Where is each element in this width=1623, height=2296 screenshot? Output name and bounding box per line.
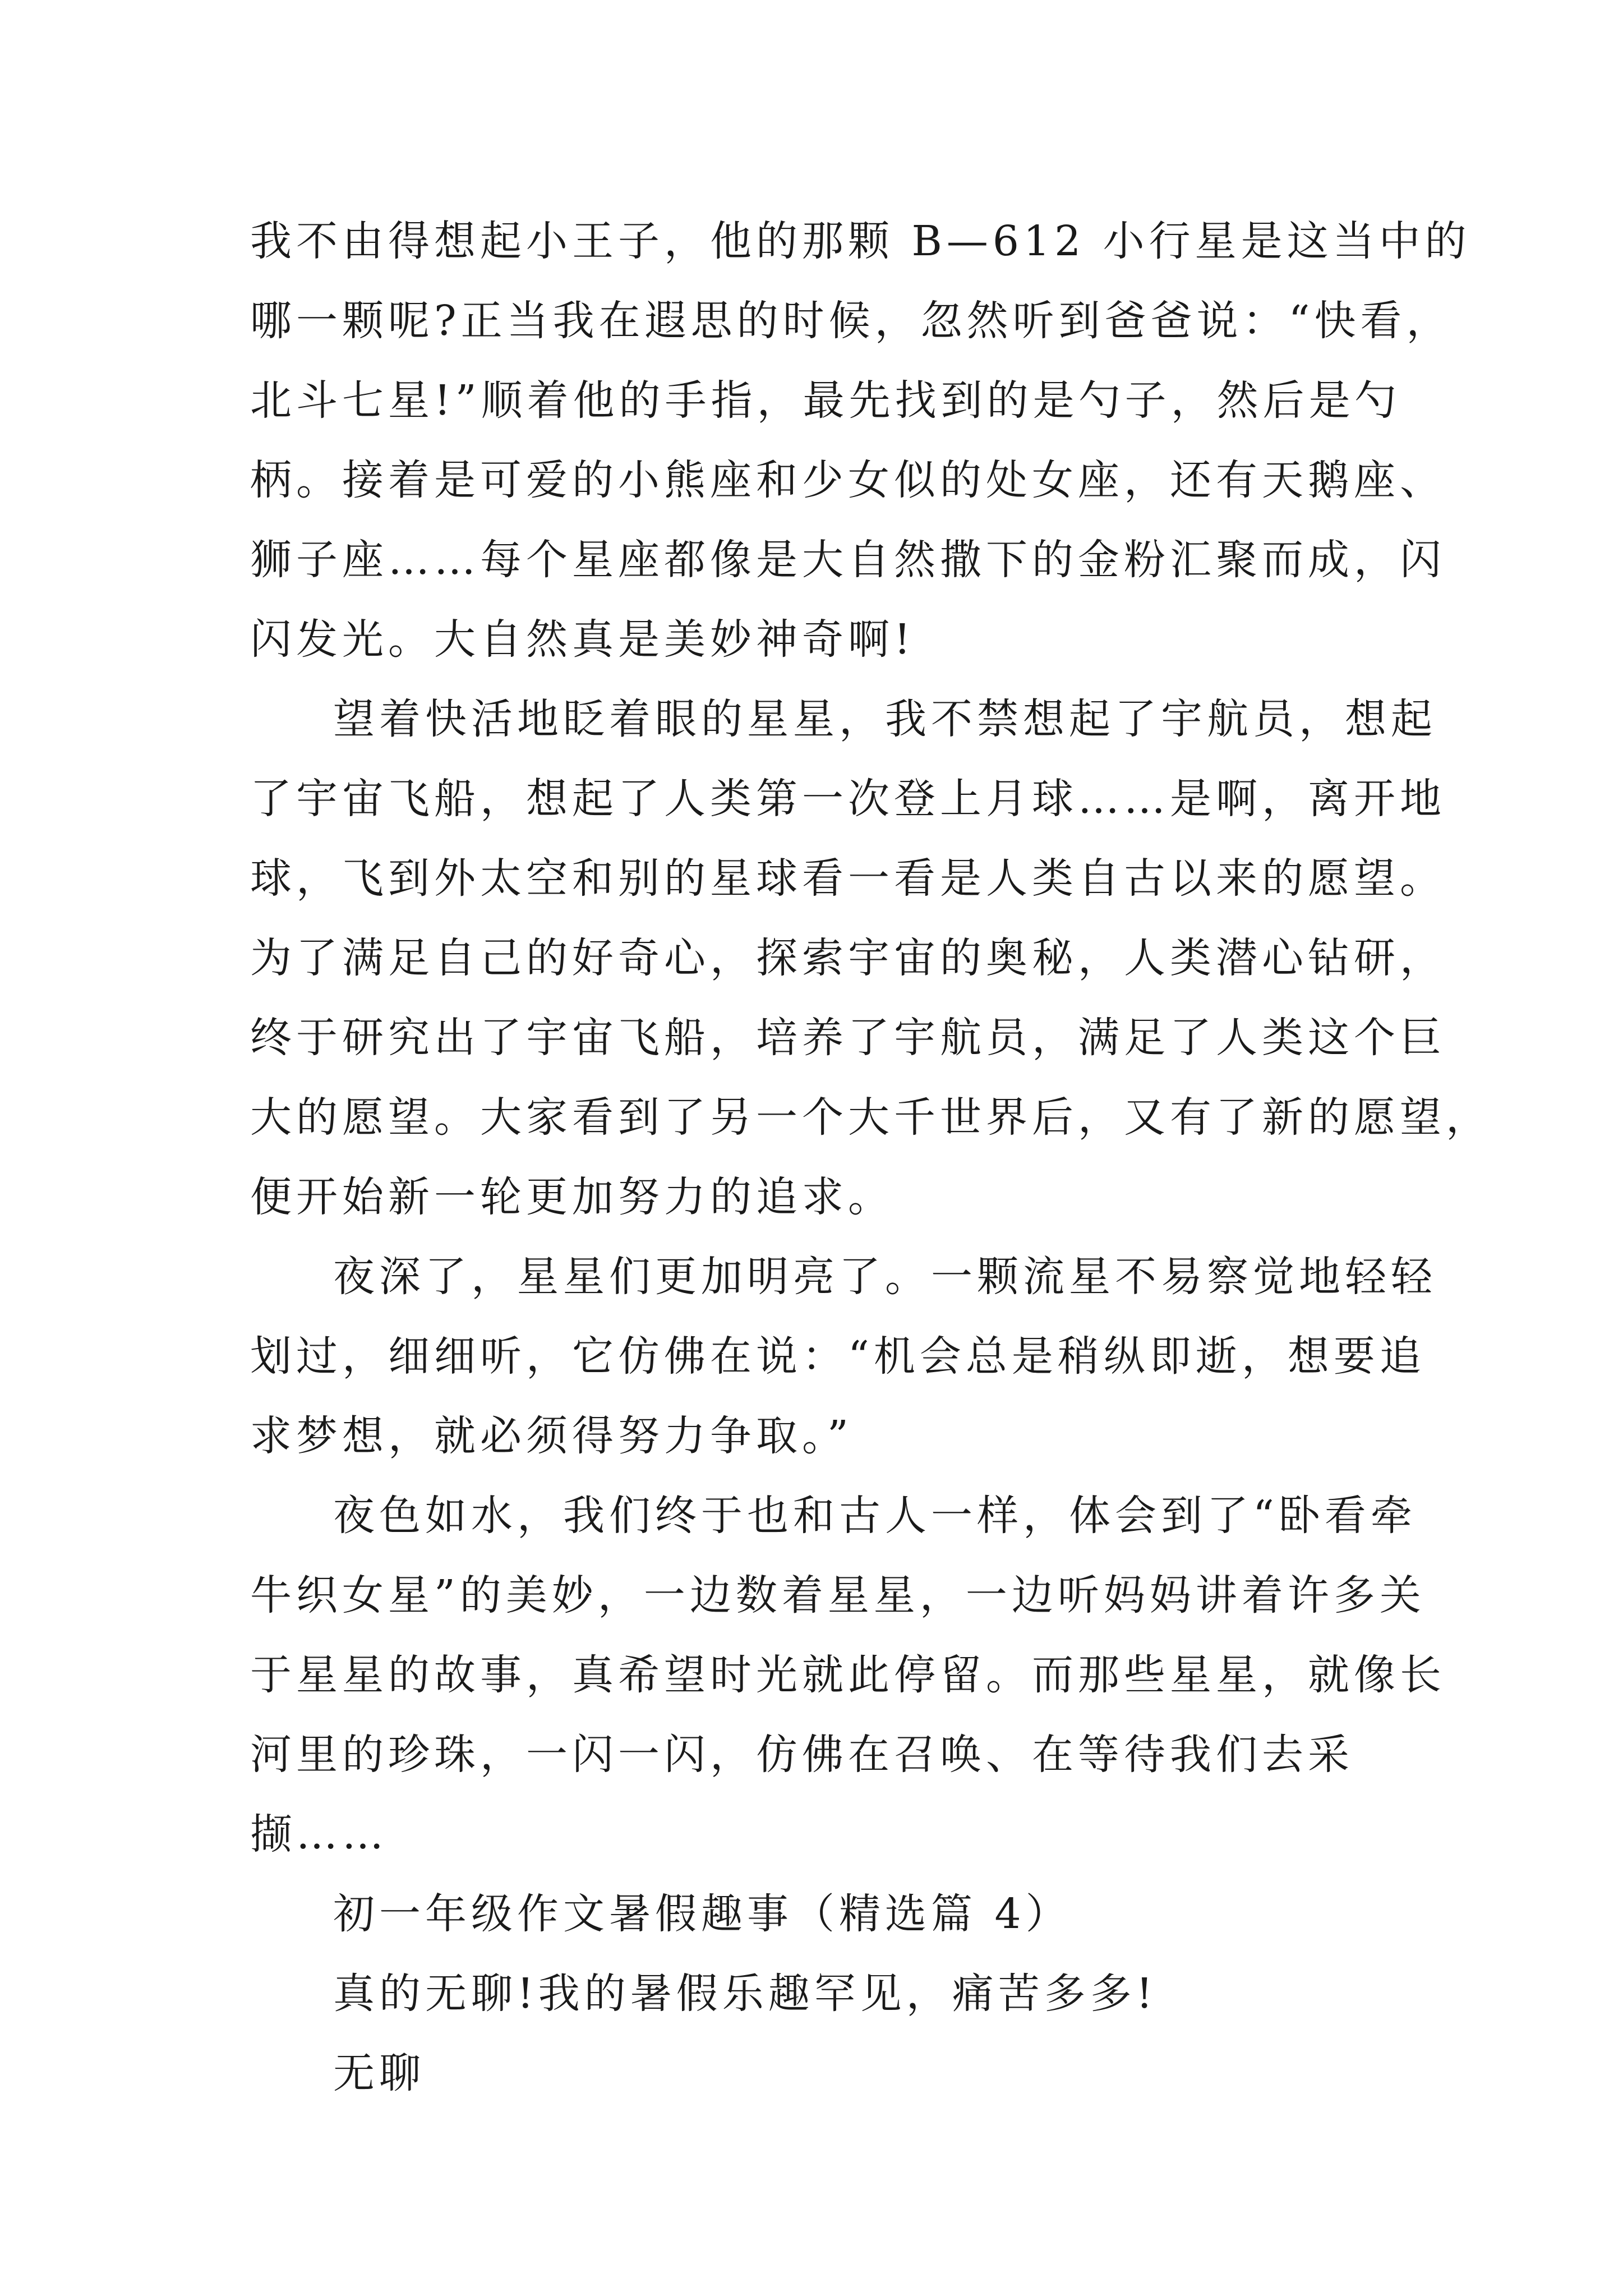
paragraph-1-line-5: 狮子座……每个星座都像是大自然撒下的金粉汇聚而成，闪 bbox=[250, 536, 1446, 584]
paragraph-1-line-1: 我不由得想起小王子，他的那颗 B—612 小行星是这当中的 bbox=[250, 217, 1471, 265]
paragraph-3-line-1: 夜深了，星星们更加明亮了。一颗流星不易察觉地轻轻 bbox=[333, 1253, 1437, 1301]
paragraph-1-line-3: 北斗七星!”顺着他的手指，最先找到的是勺子，然后是勺 bbox=[250, 376, 1401, 425]
paragraph-2-line-5: 终于研究出了宇宙飞船，培养了宇航员，满足了人类这个巨 bbox=[250, 1014, 1446, 1062]
paragraph-2-line-7: 便开始新一轮更加努力的追求。 bbox=[250, 1173, 894, 1221]
after-title-line-1: 真的无聊!我的暑假乐趣罕见，痛苦多多! bbox=[333, 1970, 1158, 2018]
paragraph-2-line-2: 了宇宙飞船，想起了人类第一次登上月球……是啊，离开地 bbox=[250, 775, 1446, 823]
paragraph-4-line-4: 河里的珍珠，一闪一闪，仿佛在召唤、在等待我们去采 bbox=[250, 1731, 1354, 1779]
paragraph-4-line-3: 于星星的故事，真希望时光就此停留。而那些星星，就像长 bbox=[250, 1651, 1446, 1699]
paragraph-3-line-2: 划过，细细听，它仿佛在说：“机会总是稍纵即逝，想要追 bbox=[250, 1332, 1426, 1381]
paragraph-2-line-1: 望着快活地眨着眼的星星，我不禁想起了宇航员，想起 bbox=[333, 695, 1437, 743]
paragraph-2-line-4: 为了满足自己的好奇心，探索宇宙的奥秘，人类潜心钻研， bbox=[250, 934, 1446, 982]
section-title: 初一年级作文暑假趣事（精选篇 4） bbox=[333, 1890, 1072, 1938]
paragraph-1-line-4: 柄。接着是可爱的小熊座和少女似的处女座，还有天鹅座、 bbox=[250, 456, 1446, 504]
after-title-line-2: 无聊 bbox=[333, 2049, 425, 2097]
paragraph-1-line-6: 闪发光。大自然真是美妙神奇啊! bbox=[250, 615, 915, 664]
paragraph-2-line-3: 球，飞到外太空和别的星球看一看是人类自古以来的愿望。 bbox=[250, 854, 1446, 903]
paragraph-4-line-2: 牛织女星”的美妙，一边数着星星，一边听妈妈讲着许多关 bbox=[250, 1571, 1426, 1619]
paragraph-2-line-6: 大的愿望。大家看到了另一个大千世界后，又有了新的愿望， bbox=[250, 1093, 1492, 1142]
paragraph-4-line-5: 撷…… bbox=[250, 1810, 388, 1858]
paragraph-1-line-2: 哪一颗呢?正当我在遐思的时候，忽然听到爸爸说：“快看， bbox=[250, 297, 1453, 345]
paragraph-4-line-1: 夜色如水，我们终于也和古人一样，体会到了“卧看牵 bbox=[333, 1492, 1417, 1540]
paragraph-3-line-3: 求梦想，就必须得努力争取。” bbox=[250, 1412, 853, 1460]
